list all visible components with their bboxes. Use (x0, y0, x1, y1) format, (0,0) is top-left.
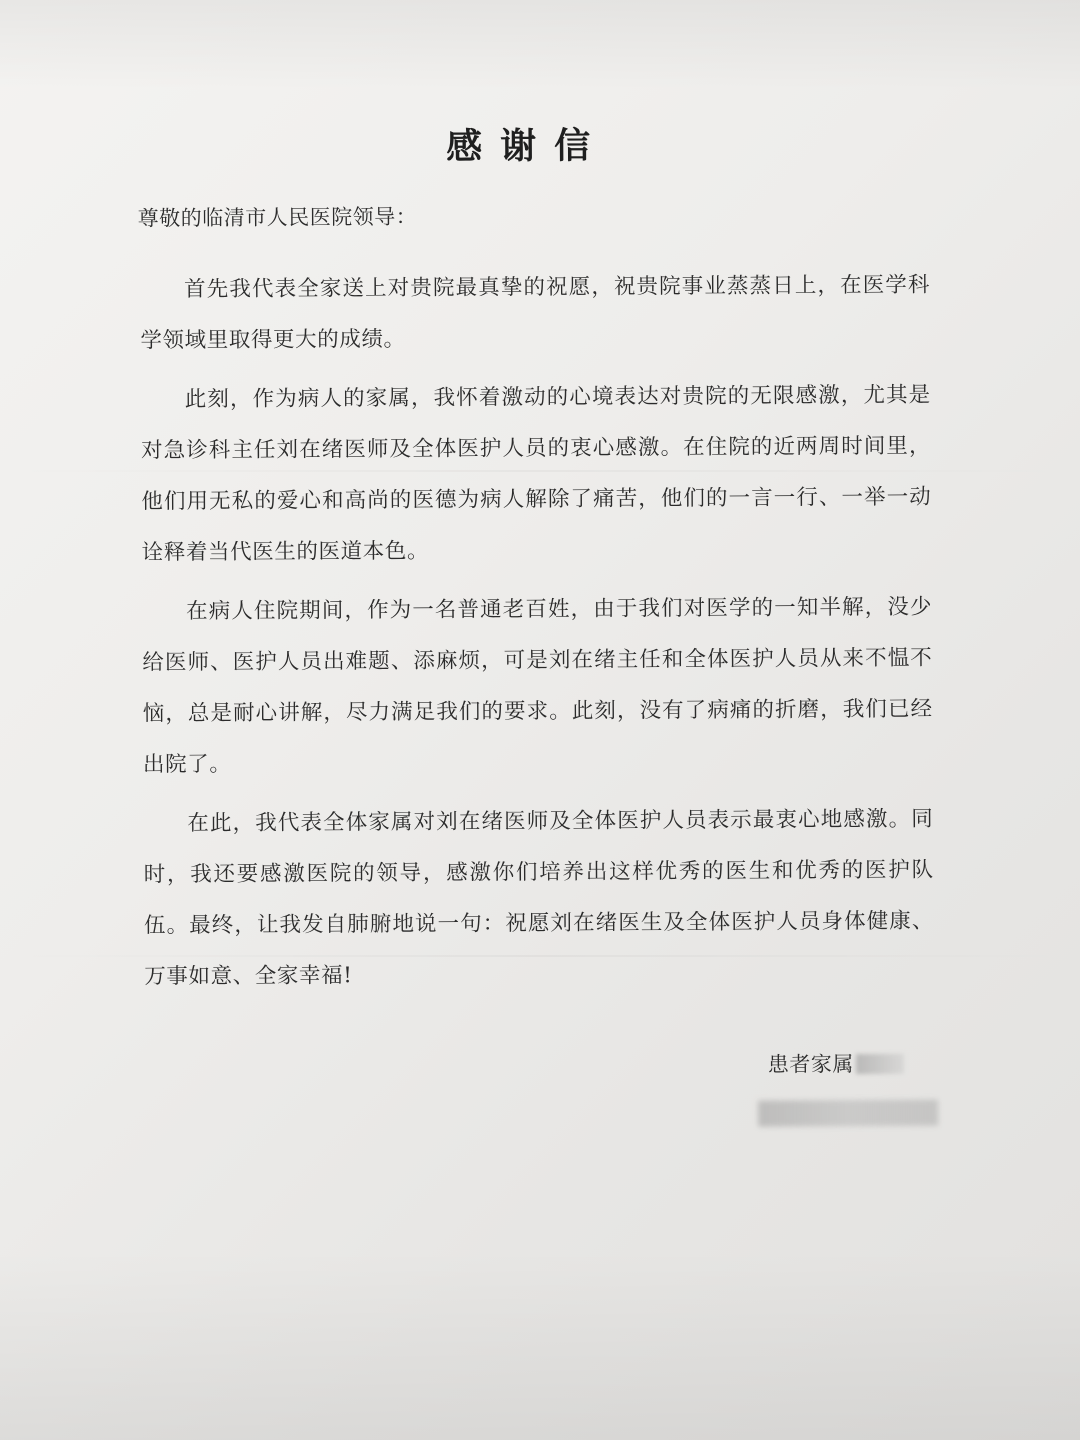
letter-body (140, 260, 935, 1011)
redacted-date-blur (758, 1100, 938, 1127)
signature-line (768, 1048, 904, 1079)
letter-paragraph: 在此，我代表全体家属对刘在绪医师及全体医护人员表示最衷心地感激。同时，我还要感激医院的领导，感激你们培养出这样优秀的医生和优秀的医护队伍。最终，让我发自肺腑地说一句：祝愿刘在绪医生及全体医护人员身体健康、万事如意、全家幸福! (143, 806, 935, 990)
letter-title: 感谢信 (446, 125, 609, 168)
letter-paragraph: 首先我代表全家送上对贵院最真挚的祝愿，祝贵院事业蒸蒸日上，在医学科学领域里取得更大的成绩。 (140, 272, 931, 354)
letter-paragraph: 此刻，作为病人的家属，我怀着激动的心境表达对贵院的无限感激，尤其是对急诊科主任刘在绪医师及全体医护人员的衷心感激。在住院的近两周时间里，他们用无私的爱心和高尚的医德为病人解除了痛苦，他们的一言一行、一举一动诠释着当代医生的医道本色。 (141, 382, 932, 566)
signature-label: 患者家属 (767, 1052, 854, 1077)
letter-salutation: 尊敬的临清市人民医院领导： (137, 204, 418, 231)
letter-paragraph: 在病人住院期间，作为一名普通老百姓，由于我们对医学的一知半解，没少给医师、医护人员出难题、添麻烦，可是刘在绪主任和全体医护人员从来不愠不恼，总是耐心讲解，尽力满足我们的要求。此刻，没有了病痛的折磨，我们已经出院了。 (142, 594, 933, 778)
redacted-name-blur (856, 1054, 904, 1074)
